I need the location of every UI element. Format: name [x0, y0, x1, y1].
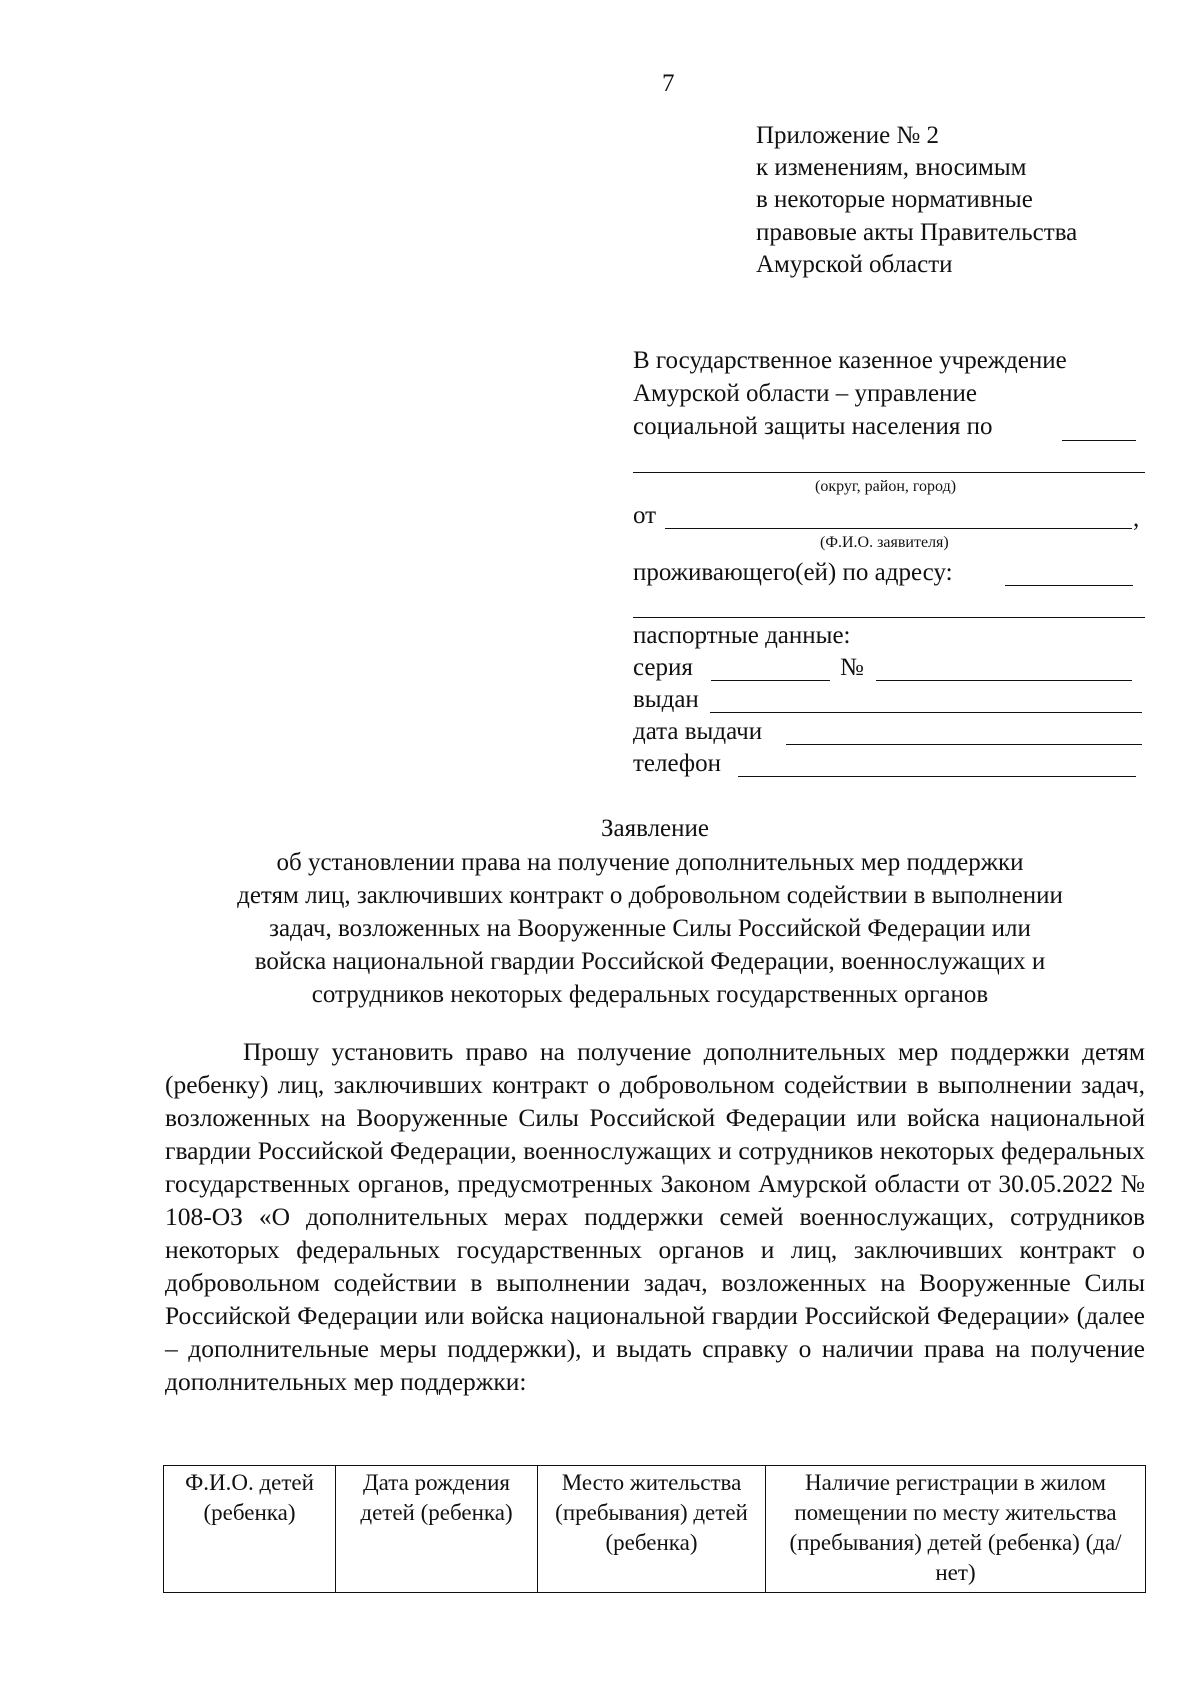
- col-header-residence: Место жительства (пребывания) детей (ребенка): [538, 1466, 766, 1593]
- number-blank[interactable]: [876, 680, 1132, 681]
- title-line: детям лиц, заключивших контракт о добровольном содействии в выполнении: [237, 882, 1063, 909]
- address-blank-short[interactable]: [1005, 585, 1133, 586]
- addressee-line: социальной защиты населения по: [633, 413, 993, 440]
- appendix-line: правовые акты Правительства: [756, 219, 1078, 246]
- title-heading: Заявление: [600, 815, 710, 842]
- address-label: проживающего(ей) по адресу:: [633, 559, 953, 586]
- title-line: сотрудников некоторых федеральных государственных органов: [311, 981, 989, 1008]
- title-line: задач, возложенных на Вооруженные Силы Российской Федерации или: [269, 915, 1031, 942]
- addressee-line: Амурской области – управление: [633, 380, 977, 407]
- from-comma: ,: [1133, 505, 1140, 532]
- passport-label: паспортные данные:: [633, 622, 851, 649]
- issue-date-label: дата выдачи: [633, 718, 763, 745]
- title-line: войска национальной гвардии Российской Федерации, военнослужащих и: [254, 948, 1046, 975]
- district-hint: (округ, район, город): [815, 478, 957, 495]
- district-blank-short[interactable]: [1062, 440, 1136, 441]
- appendix-line: к изменениям, вносимым: [756, 154, 1027, 181]
- children-table: [163, 1465, 1146, 1593]
- phone-blank[interactable]: [738, 776, 1136, 777]
- series-label: серия: [633, 654, 693, 681]
- addressee-line: В государственное казенное учреждение: [633, 347, 1067, 374]
- appendix-line: Приложение № 2: [756, 122, 940, 149]
- issue-date-blank[interactable]: [786, 744, 1142, 745]
- col-header-registration: Наличие регистрации в жилом помещении по месту жительства (пребывания) детей (ребенка) (да/нет): [766, 1466, 1146, 1593]
- from-label: от: [633, 502, 657, 529]
- title-line: об установлении права на получение дополнительных мер поддержки: [276, 849, 1024, 876]
- address-blank-line[interactable]: [633, 617, 1145, 618]
- fio-hint: (Ф.И.О. заявителя): [820, 534, 949, 551]
- col-header-birthdate: Дата рождения детей (ребенка): [336, 1466, 538, 1593]
- table-header-row: [164, 1466, 1146, 1593]
- page-number: 7: [662, 70, 675, 97]
- col-header-fio: Ф.И.О. детей (ребенка): [164, 1466, 336, 1593]
- issued-blank[interactable]: [710, 712, 1142, 713]
- body-paragraph: Прошу установить право на получение дополнительных мер поддержки детям (ребенку) лиц, заключивших контракт о добровольном содействии в выполнении задач, возложенных на Вооруженные Силы Российской Федерации или войска национальной гвардии Российской Федерации, военнослужащих и сотрудников некоторых федеральных государственных органов, предусмотренных Законом Амурской области от 30.05.2022 № 108-ОЗ «О дополнительных мерах поддержки семей военнослужащих, сотрудников некоторых федеральных государственных органов и лиц, заключивших контракт о добровольном содействии в выполнении задач, возложенных на Вооруженные Силы Российской Федерации или войска национальной гвардии Российской Федерации» (далее – дополнительные меры поддержки), и выдать справку о наличии права на получение дополнительных мер поддержки:: [165, 1037, 1145, 1396]
- district-blank-line[interactable]: [633, 472, 1145, 473]
- series-blank[interactable]: [711, 680, 830, 681]
- phone-label: телефон: [633, 750, 721, 777]
- appendix-line: в некоторые нормативные: [756, 186, 1033, 213]
- appendix-line: Амурской области: [756, 251, 953, 278]
- applicant-fio-blank[interactable]: [665, 528, 1132, 529]
- number-label: №: [840, 654, 864, 681]
- issued-label: выдан: [633, 686, 699, 713]
